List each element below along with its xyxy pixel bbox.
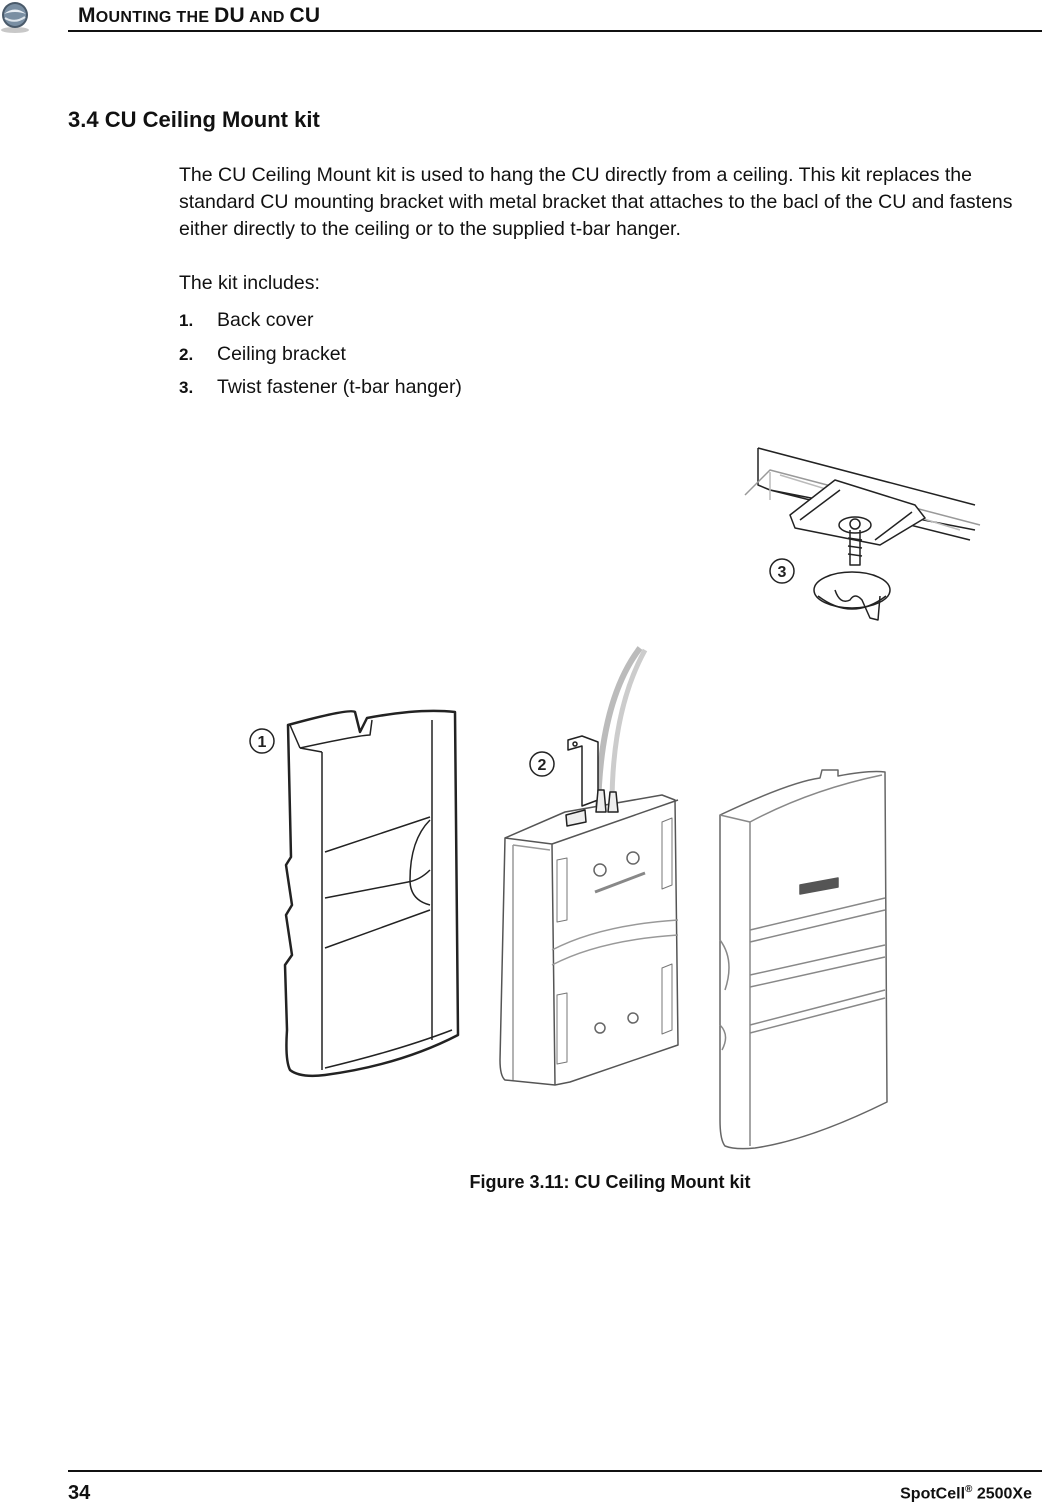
svg-text:3: 3 xyxy=(777,564,787,581)
list-item-label: Twist fastener (t-bar hanger) xyxy=(217,376,462,398)
running-header: MOUNTING THE DU AND CU xyxy=(78,4,321,27)
cu-unit-drawing xyxy=(500,648,678,1085)
footer-divider xyxy=(68,1470,1042,1472)
kit-items-list xyxy=(179,309,462,410)
product-name: SpotCell® 2500Xe xyxy=(900,1484,1032,1503)
header-divider xyxy=(68,30,1042,32)
list-item xyxy=(179,309,462,343)
svg-text:2: 2 xyxy=(537,757,547,774)
list-item-number: 1. xyxy=(179,311,194,330)
ceiling-mount-kit-illustration xyxy=(240,440,1000,1160)
company-logo-icon xyxy=(0,0,34,34)
callout-1 xyxy=(250,729,274,753)
list-item xyxy=(179,343,462,377)
list-item-label: Back cover xyxy=(217,309,314,331)
list-item-number: 3. xyxy=(179,378,194,397)
callout-3 xyxy=(770,559,794,583)
svg-text:1: 1 xyxy=(257,734,267,751)
section-paragraph: The CU Ceiling Mount kit is used to hang the CU directly from a ceiling. This kit replaces the standard CU mounting bracket with metal bracket that attaches to the bacl of the CU and fastens either directly to the ceiling or to the supplied t-bar hanger. xyxy=(179,164,1013,240)
list-item-label: Ceiling bracket xyxy=(217,342,346,365)
callout-2 xyxy=(530,752,554,776)
list-item-number: 2. xyxy=(179,344,194,364)
page-number: 34 xyxy=(68,1482,91,1504)
twist-fastener-drawing xyxy=(745,448,980,620)
front-cover-drawing xyxy=(720,770,887,1149)
section-heading: 3.4 CU Ceiling Mount kit xyxy=(68,107,320,132)
list-item xyxy=(179,376,462,410)
back-cover-drawing xyxy=(285,711,458,1076)
figure-caption: Figure 3.11: CU Ceiling Mount kit xyxy=(469,1172,751,1192)
kit-intro: The kit includes: xyxy=(179,272,320,294)
